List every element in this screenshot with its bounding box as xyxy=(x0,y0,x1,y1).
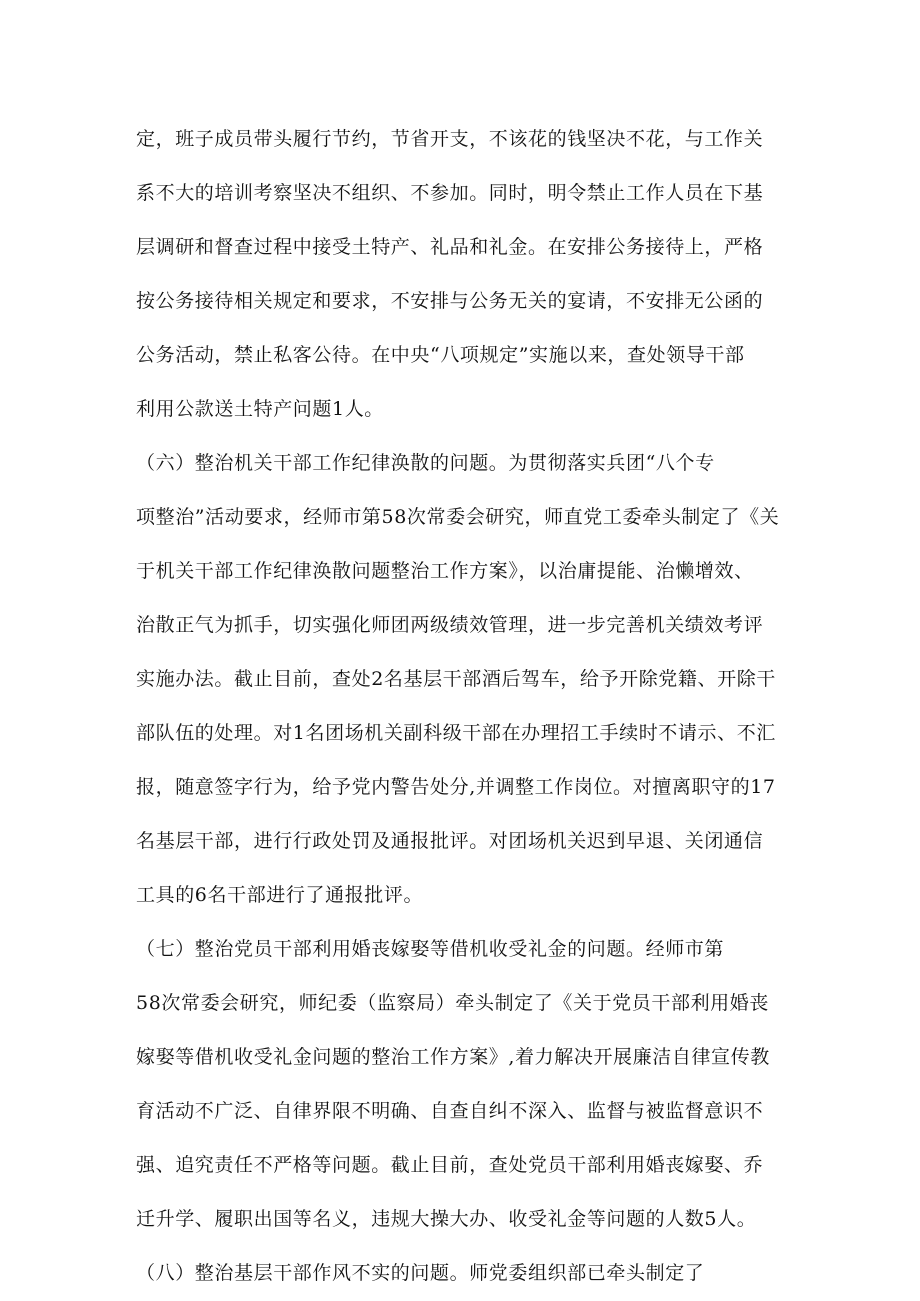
text-line: 项整治”活动要求，经师市第58次常委会研究，师直党工委牵头制定了《关 xyxy=(136,506,780,528)
text-line: 育活动不广泛、自律界限不明确、自查自纠不深入、监督与被监督意识不 xyxy=(136,1100,764,1122)
text-line: 层调研和督查过程中接受土特产、礼品和礼金。在安排公务接待上，严格 xyxy=(136,236,764,258)
text-line: （六）整治机关干部工作纪律涣散的问题。为贯彻落实兵团“八个专 xyxy=(136,452,715,474)
paragraph-section-six xyxy=(136,436,796,922)
text-line: 强、追究责任不严格等问题。截止目前，查处党员干部利用婚丧嫁娶、乔 xyxy=(136,1154,764,1176)
text-line: 系不大的培训考察坚决不组织、不参加。同时，明令禁止工作人员在下基 xyxy=(136,182,764,204)
text-line: 迁升学、履职出国等名义，违规大操大办、收受礼金等问题的人数5人。 xyxy=(136,1208,757,1230)
paragraph-section-seven xyxy=(136,922,796,1246)
text-line: 于机关干部工作纪律涣散问题整治工作方案》，以治庸提能、治懒增效、 xyxy=(136,560,754,582)
text-line: 定，班子成员带头履行节约，节省开支，不该花的钱坚决不花，与工作关 xyxy=(136,128,764,150)
document-body xyxy=(136,112,796,1300)
text-line: 治散正气为抓手，切实强化师团两级绩效管理，进一步完善机关绩效考评 xyxy=(136,614,764,636)
paragraph-section-eight xyxy=(136,1246,796,1300)
text-line: 公务活动，禁止私客公待。在中央“八项规定”实施以来，查处领导干部 xyxy=(136,344,745,366)
text-line: （八）整治基层干部作风不实的问题。师党委组织部已牵头制定了 xyxy=(136,1262,705,1284)
text-line: 报，随意签字行为，给予党内警告处分,并调整工作岗位。对擅离职守的17 xyxy=(136,776,776,798)
text-line: 58次常委会研究，师纪委（监察局）牵头制定了《关于党员干部利用婚丧 xyxy=(136,992,769,1014)
text-line: 嫁娶等借机收受礼金问题的整治工作方案》,着力解决开展廉洁自律宣传教 xyxy=(136,1046,770,1068)
text-line: 按公务接待相关规定和要求，不安排与公务无关的宴请，不安排无公函的 xyxy=(136,290,764,312)
paragraph-frugality xyxy=(136,112,796,436)
text-line: 部队伍的处理。对1名团场机关副科级干部在办理招工手续时不请示、不汇 xyxy=(136,722,776,744)
text-line: 名基层干部，进行行政处罚及通报批评。对团场机关迟到早退、关闭通信 xyxy=(136,830,764,852)
text-line: 工具的6名干部进行了通报批评。 xyxy=(136,884,424,906)
text-line: 利用公款送土特产问题1人。 xyxy=(136,398,384,420)
text-line: 实施办法。截止目前，查处2名基层干部酒后驾车，给予开除党籍、开除干 xyxy=(136,668,776,690)
text-line: （七）整治党员干部利用婚丧嫁娶等借机收受礼金的问题。经师市第 xyxy=(136,938,725,960)
